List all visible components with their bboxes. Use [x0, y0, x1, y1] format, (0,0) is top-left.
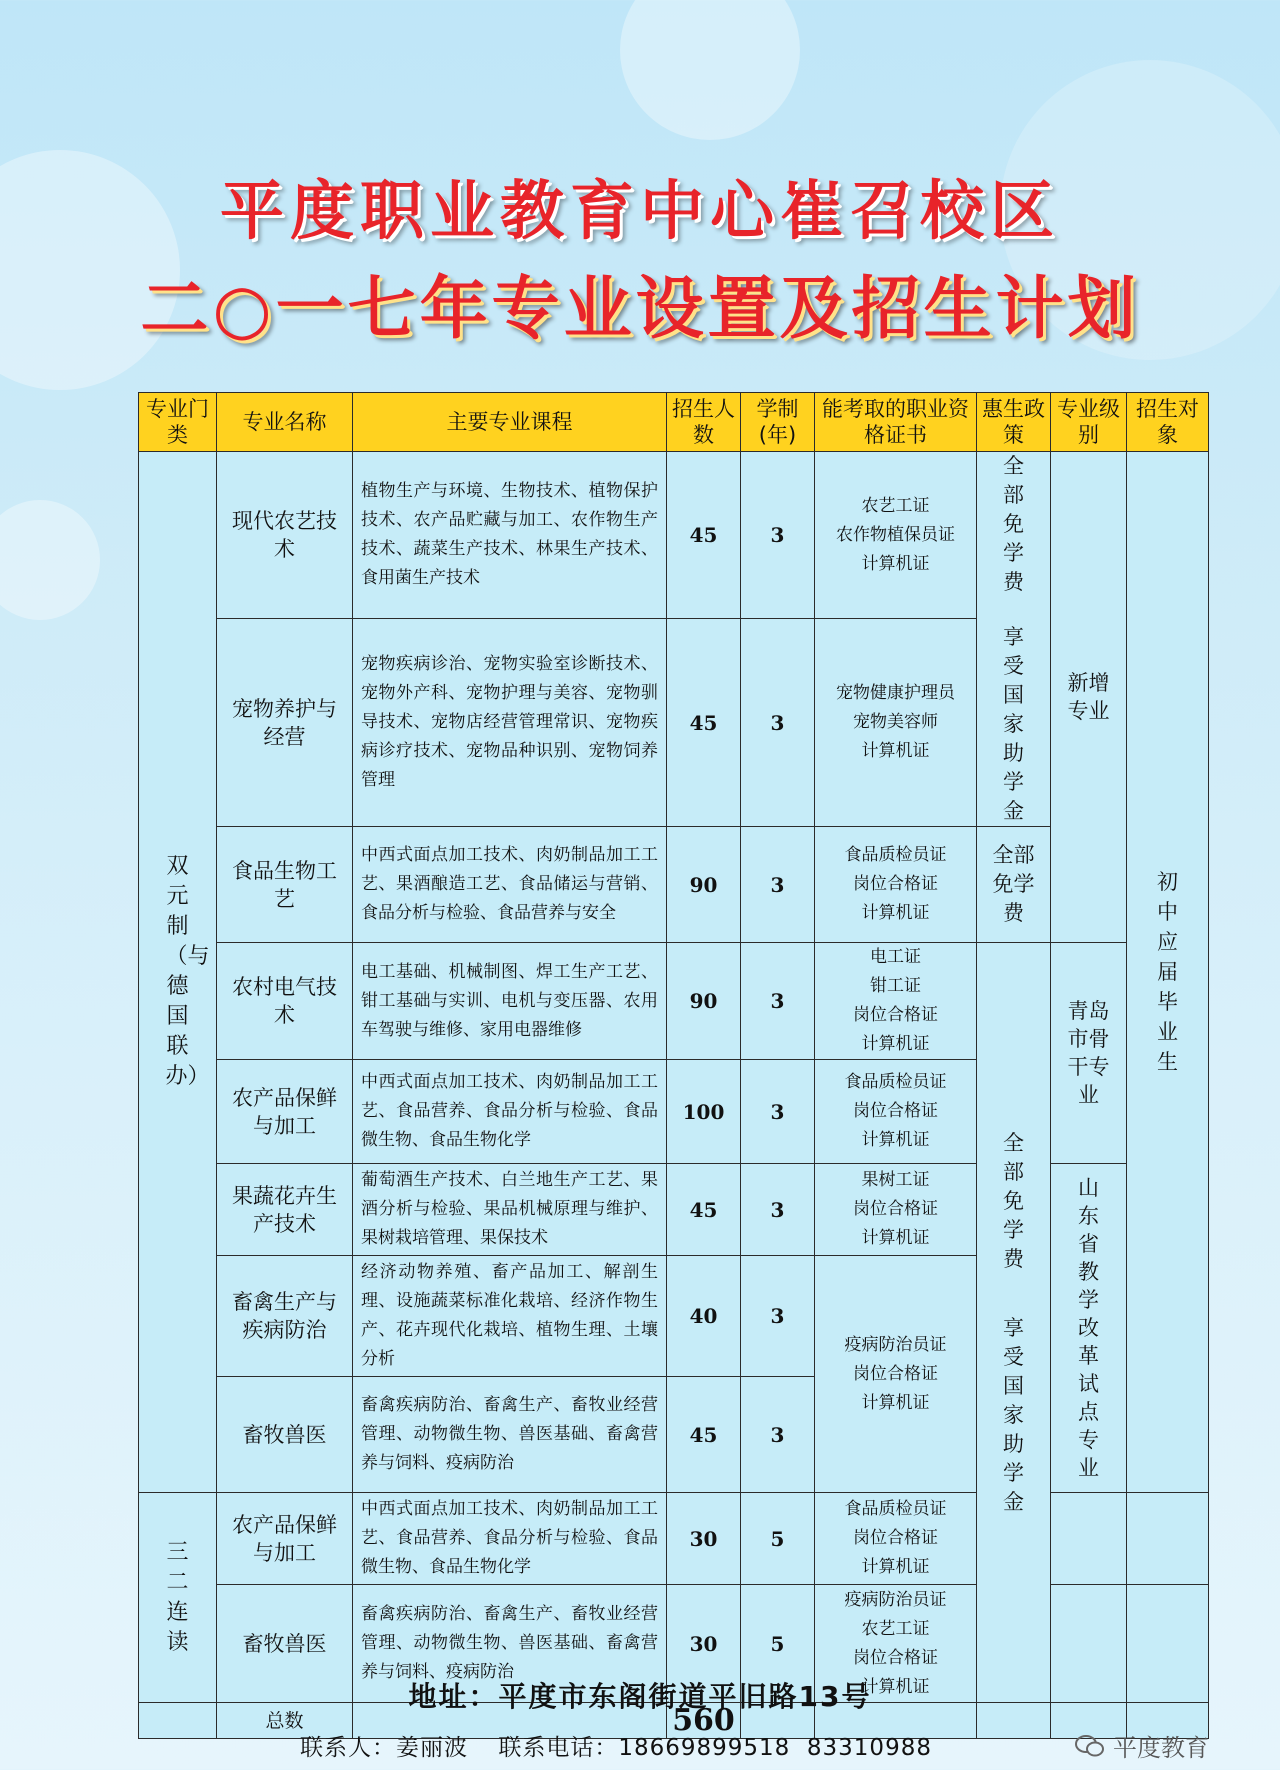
certificates: 电工证 钳工证 岗位合格证 计算机证	[815, 943, 977, 1060]
decor-bubble	[620, 0, 800, 140]
target-empty	[1127, 1493, 1209, 1585]
title-line1: 平度职业教育中心崔召校区	[220, 175, 1060, 249]
major-name: 现代农艺技术	[217, 452, 353, 619]
header-row	[139, 393, 1209, 452]
major-name: 果蔬花卉生产技术	[217, 1164, 353, 1256]
major-name: 畜牧兽医	[217, 1585, 353, 1703]
enrollment-count: 45	[667, 1164, 741, 1256]
header-years: 学制(年)	[741, 393, 815, 452]
major-name: 农村电气技术	[217, 943, 353, 1060]
target-cell: 初中应届毕业生	[1127, 452, 1209, 1493]
watermark	[1075, 1728, 1209, 1763]
major-courses: 畜禽疾病防治、畜禽生产、畜牧业经营管理、动物微生物、兽医基础、畜禽营养与饲料、疫病防治	[353, 1585, 667, 1703]
policy-cell: 全部免学费 享受国家助学金	[977, 452, 1051, 827]
certificates: 疫病防治员证 农艺工证 岗位合格证 计算机证	[815, 1585, 977, 1703]
study-years: 5	[741, 1493, 815, 1585]
major-name: 宠物养护与经营	[217, 619, 353, 827]
enrollment-plan-table	[138, 392, 1209, 1739]
header-policy: 惠生政策	[977, 393, 1051, 452]
major-courses: 中西式面点加工技术、肉奶制品加工工艺、食品营养、食品分析与检验、食品微生物、食品生物化学	[353, 1060, 667, 1164]
enrollment-count: 100	[667, 1060, 741, 1164]
table-row	[139, 452, 1209, 619]
enrollment-count: 30	[667, 1493, 741, 1585]
wechat-icon	[1075, 1734, 1105, 1758]
study-years: 3	[741, 1164, 815, 1256]
level-new: 新增专业	[1051, 452, 1127, 943]
major-name: 畜禽生产与疾病防治	[217, 1256, 353, 1377]
level-empty	[1051, 1493, 1127, 1585]
certificates: 宠物健康护理员 宠物美容师 计算机证	[815, 619, 977, 827]
decor-bubble	[0, 500, 100, 620]
major-name: 食品生物工艺	[217, 827, 353, 943]
study-years: 5	[741, 1585, 815, 1703]
table-row	[139, 827, 1209, 943]
total-value: 560	[667, 1703, 741, 1739]
header-name: 专业名称	[217, 393, 353, 452]
study-years: 3	[741, 1377, 815, 1493]
enrollment-count: 45	[667, 619, 741, 827]
enrollment-count: 30	[667, 1585, 741, 1703]
contact-phone: 联系电话：18669899518 83310988	[498, 1735, 932, 1761]
major-courses: 葡萄酒生产技术、白兰地生产工艺、果酒分析与检验、果品机械原理与维护、果树栽培管理、果保技术	[353, 1164, 667, 1256]
category-three-two: 三二连读	[139, 1493, 217, 1703]
study-years: 3	[741, 1060, 815, 1164]
address: 地址：平度市东阁街道平旧路13号	[408, 1680, 872, 1713]
contact-line	[300, 1729, 954, 1762]
contact-person: 联系人：姜丽波	[300, 1735, 468, 1761]
study-years: 3	[741, 1256, 815, 1377]
policy-cell: 全部免学费	[977, 827, 1051, 943]
enrollment-count: 40	[667, 1256, 741, 1377]
watermark-text: 平度教育	[1113, 1734, 1209, 1762]
major-courses: 电工基础、机械制图、焊工生产工艺、钳工基础与实训、电机与变压器、农用车驾驶与维修、家用电器维修	[353, 943, 667, 1060]
header-courses: 主要专业课程	[353, 393, 667, 452]
major-name: 畜牧兽医	[217, 1377, 353, 1493]
certificates: 疫病防治员证 岗位合格证 计算机证	[815, 1256, 977, 1493]
header-certs: 能考取的职业资格证书	[815, 393, 977, 452]
certificates: 食品质检员证 岗位合格证 计算机证	[815, 827, 977, 943]
certificates: 果树工证 岗位合格证 计算机证	[815, 1164, 977, 1256]
study-years: 3	[741, 619, 815, 827]
category-dual: 双元制（与德国联办）	[139, 452, 217, 1493]
study-years: 3	[741, 827, 815, 943]
header-target: 招生对象	[1127, 393, 1209, 452]
major-courses: 中西式面点加工技术、肉奶制品加工工艺、食品营养、食品分析与检验、食品微生物、食品生物化学	[353, 1493, 667, 1585]
study-years: 3	[741, 452, 815, 619]
certificates: 农艺工证 农作物植保员证 计算机证	[815, 452, 977, 619]
certificates: 食品质检员证 岗位合格证 计算机证	[815, 1060, 977, 1164]
table-row	[139, 943, 1209, 1060]
major-courses: 植物生产与环境、生物技术、植物保护技术、农产品贮藏与加工、农作物生产技术、蔬菜生产技术、林果生产技术、食用菌生产技术	[353, 452, 667, 619]
major-courses: 畜禽疾病防治、畜禽生产、畜牧业经营管理、动物微生物、兽医基础、畜禽营养与饲料、疫病防治	[353, 1377, 667, 1493]
major-name: 农产品保鲜与加工	[217, 1493, 353, 1585]
policy-cell: 全部免学费 享受国家助学金	[977, 943, 1051, 1703]
header-enrollment: 招生人数	[667, 393, 741, 452]
study-years: 3	[741, 943, 815, 1060]
major-courses: 宠物疾病诊治、宠物实验室诊断技术、宠物外产科、宠物护理与美容、宠物驯导技术、宠物店经营管理常识、宠物疾病诊疗技术、宠物品种识别、宠物饲养管理	[353, 619, 667, 827]
enrollment-count: 90	[667, 943, 741, 1060]
total-label: 总数	[217, 1703, 353, 1739]
level-qingdao: 青岛市骨干专业	[1051, 943, 1127, 1164]
enrollment-count: 45	[667, 1377, 741, 1493]
major-name: 农产品保鲜与加工	[217, 1060, 353, 1164]
enrollment-count: 90	[667, 827, 741, 943]
certificates: 食品质检员证 岗位合格证 计算机证	[815, 1493, 977, 1585]
level-shandong: 山东省教学改革试点专业	[1051, 1164, 1127, 1493]
major-courses: 经济动物养殖、畜产品加工、解剖生理、设施蔬菜标准化栽培、经济作物生产、花卉现代化栽培、植物生理、土壤分析	[353, 1256, 667, 1377]
header-level: 专业级别	[1051, 393, 1127, 452]
enrollment-count: 45	[667, 452, 741, 619]
header-category: 专业门类	[139, 393, 217, 452]
title-line2: 二○一七年专业设置及招生计划	[140, 270, 1140, 349]
major-courses: 中西式面点加工技术、肉奶制品加工工艺、果酒酿造工艺、食品储运与营销、食品分析与检验、食品营养与安全	[353, 827, 667, 943]
